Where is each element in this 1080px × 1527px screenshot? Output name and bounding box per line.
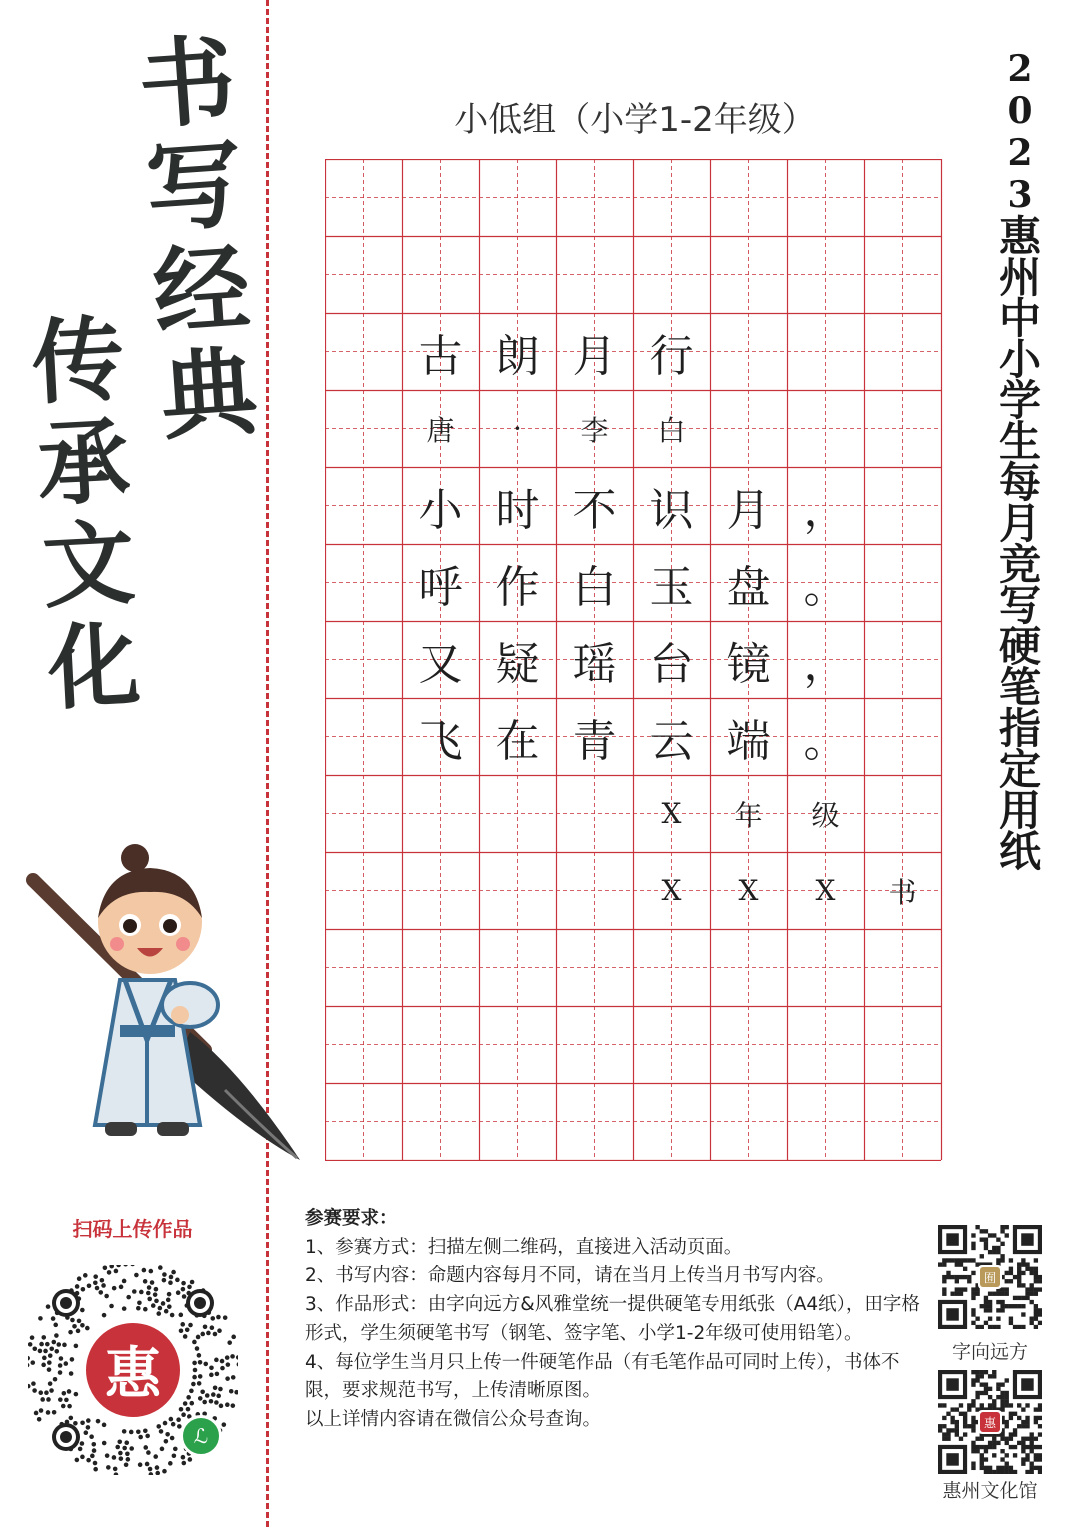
grid-char: X [815,874,836,907]
side-title-char: 纸 [998,827,1041,876]
side-title-char: 指 [998,704,1041,753]
grid-char: 呼 [418,561,463,613]
side-title-char: 每 [998,458,1041,507]
banner-char: 承 [34,406,133,520]
side-title-char: 惠 [998,212,1041,261]
grid-char: 飞 [418,715,463,767]
requirements-title: 参赛要求： [305,1208,398,1229]
grid-char: 不 [572,484,617,536]
grid-char: 小 [418,484,463,536]
side-title-year-digit: 2 [1007,48,1033,90]
qr-label: 字向远方 [951,1341,1028,1363]
tianzige-grid [325,159,943,1161]
grid-char: 镜 [726,638,771,690]
grid-char: · [513,412,522,445]
grid-char: 青 [572,715,617,767]
grid-char: 月 [572,330,617,382]
grid-char: 台 [649,638,694,690]
side-title-char: 州 [998,253,1041,302]
banner-char: 化 [45,610,143,724]
grid-heading: 小低组（小学1-2年级） [454,100,816,140]
grid-char: X [738,874,759,907]
grid-char: 古 [418,330,463,382]
grid-char: ， [803,638,848,690]
grid-char: 端 [726,715,771,767]
grid-char: 白 [657,413,686,447]
grid-char: 行 [649,330,694,382]
side-title-char: 中 [998,294,1041,343]
banner-char: 经 [149,230,254,351]
side-title-char: 用 [998,786,1041,835]
side-title-char: 小 [998,335,1041,384]
grid-char: 在 [495,715,540,767]
grid-char: 级 [811,798,840,832]
side-title-char: 竞 [998,540,1041,589]
grid-char: 书 [888,875,917,909]
requirement-item: 4、每位学生当月只上传一件硬笔作品（有毛笔作品可同时上传），书体不限，要求规范书写，上传清晰原图。 [305,1351,900,1402]
requirement-item: 3、作品形式：由字向远方&风雅堂统一提供硬笔专用纸张（A4纸），田字格形式，学生须硬笔书写（钢笔、签字笔、小学1-2年级可使用铅笔）。 [305,1294,920,1344]
requirement-item: 以上详情内容请在微信公众号查询。 [305,1408,602,1430]
grid-char: 月 [726,484,771,536]
grid-char: 云 [649,715,694,767]
grid-char: 又 [418,638,463,690]
side-title-year-digit: 2 [1007,132,1033,174]
grid-char: 。 [803,561,848,613]
side-title-char: 定 [998,745,1041,794]
grid-char: 朗 [495,330,540,382]
side-title-char: 笔 [998,663,1041,712]
grid-char: 李 [580,413,609,447]
qr-logo: 惠 [980,1412,1000,1432]
side-title [990,48,1050,876]
grid-char: X [661,874,682,907]
boy-with-brush-illustration [25,840,305,1170]
side-title-char: 硬 [998,622,1041,671]
scan-upload-label: 扫码上传作品 [72,1217,193,1241]
grid-char: 作 [495,561,540,613]
requirement-item: 2、书写内容：命题内容每月不同，请在当月上传当月书写内容。 [305,1265,835,1287]
side-title-year-digit: 3 [1007,174,1033,216]
cut-line [266,0,269,1527]
banner-title-line2 [29,304,143,724]
mini-program-qr-code[interactable] [28,1265,238,1475]
grid-char: 瑶 [572,638,617,690]
banner-title-line1 [135,23,261,454]
grid-char: X [661,797,682,830]
qr-center-logo: 惠 [80,1317,186,1423]
grid-char: ， [803,484,848,536]
banner-char: 写 [142,126,247,247]
grid-char: 玉 [649,561,694,613]
grid-char: 白 [572,561,617,613]
side-title-year-digit: 0 [1007,90,1033,132]
banner-char: 典 [157,334,261,454]
requirement-item: 1、参赛方式：扫描左侧二维码，直接进入活动页面。 [305,1236,743,1258]
wechat-qr-code-ziyiangyuanfang[interactable] [938,1225,1042,1329]
side-title-char: 月 [998,499,1041,548]
wechat-qr-code-huizhou-culture[interactable] [938,1370,1042,1474]
side-title-char: 写 [998,581,1041,630]
qr-label: 惠州文化馆 [942,1480,1038,1502]
qr-logo: 囿 [980,1267,1000,1287]
grid-char: 时 [495,484,540,536]
banner-char: 传 [29,304,127,418]
grid-char: 盘 [726,561,771,613]
mini-program-icon: ℒ [180,1415,222,1457]
grid-char: 疑 [495,638,540,690]
requirements-section [305,1205,930,1435]
side-title-char: 学 [998,376,1041,425]
banner-char: 文 [39,508,138,622]
grid-char: 年 [734,798,763,832]
grid-char: 。 [803,715,848,767]
banner-char: 书 [135,23,239,143]
grid-char: 识 [649,484,694,536]
side-title-char: 生 [998,417,1041,466]
grid-char: 唐 [426,413,455,447]
